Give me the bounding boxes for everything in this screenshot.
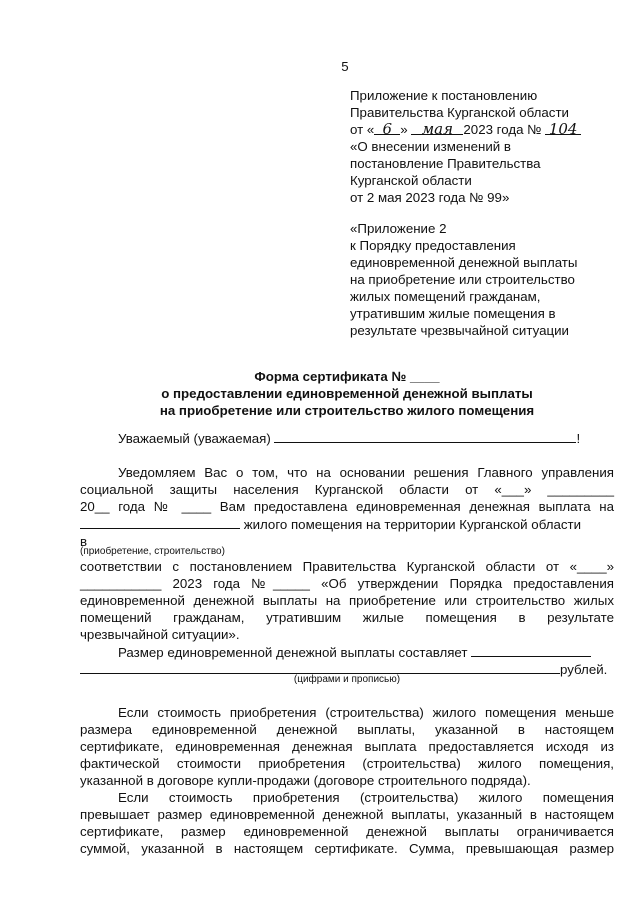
purpose-blank: [80, 515, 240, 529]
date-month: мая: [411, 121, 463, 135]
p2-line-2-suffix: рублей.: [560, 662, 608, 677]
annex-line-1: Приложение к постановлению: [350, 88, 538, 103]
date-prefix: от «: [350, 122, 375, 137]
amount-blank-1: [471, 643, 591, 657]
p1-line-7: ___________ 2023 года №_____ «Об утверждении Порядка предоставления: [80, 576, 614, 591]
p1-line-8: единовременной денежной выплаты на приобретение или строительство жилых: [80, 593, 614, 608]
doc-number: 104: [545, 121, 581, 135]
p3-line-5: указанной в договоре купли-продажи (договоре строительного подряда).: [80, 773, 531, 788]
purpose-hint: (приобретение, строительство): [80, 546, 225, 557]
p1-line-3: 20__ года № ____ Вам предоставлена единовременная денежная выплата на: [80, 499, 614, 514]
form-title-line-1: Форма сертификата № ____: [254, 369, 440, 384]
page-number: 5: [341, 59, 349, 74]
p1-line-4-row: [80, 515, 614, 533]
p3-line-4: фактической стоимости приобретения (строительства) жилого помещения,: [80, 756, 614, 771]
amount-blank-2: [80, 660, 560, 674]
p1-line-5: в: [80, 534, 88, 549]
annex2-line-2: к Порядку предоставления: [350, 238, 516, 253]
annex-title-line-3: Курганской области: [350, 173, 472, 188]
annex2-line-4: на приобретение или строительство: [350, 272, 575, 287]
annex-title-line-4: от 2 мая 2023 года № 99»: [350, 190, 510, 205]
greeting-suffix: !: [576, 431, 581, 446]
annex2-line-6: утратившим жилые помещения в: [350, 306, 556, 321]
p3-line-2: размера единовременной денежной выплаты, указанной в настоящем: [80, 722, 614, 737]
greeting-line: [80, 429, 614, 447]
p4-line-4: суммой, указанной в настоящем сертификате. Сумма, превышающая размер: [80, 841, 614, 856]
p1-line-10: чрезвычайной ситуации».: [80, 627, 240, 642]
annex2-line-7: результате чрезвычайной ситуации: [350, 323, 569, 338]
header-annex: [350, 87, 620, 206]
annex-title-line-1: «О внесении изменений в: [350, 139, 511, 154]
form-title: [80, 368, 614, 419]
p4-line-3: сертификате, размер единовременной денежной выплаты ограничивается: [80, 824, 614, 839]
annex-2-block: [350, 220, 630, 339]
p4-line-1: Если стоимость приобретения (строительства) жилого помещения: [118, 790, 614, 805]
annex2-line-1: «Приложение 2: [350, 221, 447, 236]
greeting-prefix: Уважаемый (уважаемая): [118, 431, 271, 446]
recipient-name-blank: [274, 429, 576, 443]
date-mid: »: [400, 122, 408, 137]
date-suffix: 2023 года №: [463, 122, 542, 137]
p1-line-1: Уведомляем Вас о том, что на основании решения Главного управления: [118, 465, 614, 480]
annex2-line-5: жилых помещений гражданам,: [350, 289, 541, 304]
annex-date-line: [350, 121, 620, 138]
p4-line-2: превышает размер единовременной денежной выплаты, указанный в настоящем: [80, 807, 614, 822]
p2-line-1-row: [80, 643, 614, 661]
p3-line-3: сертификате, единовременная денежная выплата предоставляется исходя из: [80, 739, 614, 754]
p1-line-2: социальной защиты населения Курганской области от «___» _________: [80, 482, 614, 497]
annex-title-line-2: постановление Правительства: [350, 156, 541, 171]
p2-line-1: Размер единовременной денежной выплаты составляет: [118, 645, 468, 660]
p1-line-4: жилого помещения на территории Курганской области: [243, 517, 582, 532]
p1-line-9: помещений гражданам, утратившим жилые помещения в результате: [80, 610, 614, 625]
date-day: 6: [374, 121, 400, 135]
form-title-line-3: на приобретение или строительство жилого помещения: [159, 403, 535, 418]
form-title-line-2: о предоставлении единовременной денежной выплаты: [161, 386, 533, 401]
annex2-line-3: единовременной денежной выплаты: [350, 255, 578, 270]
p1-line-6: соответствии с постановлением Правительства Курганской области от «____»: [80, 559, 614, 574]
amount-hint: (цифрами и прописью): [293, 674, 401, 685]
annex-line-2: Правительства Курганской области: [350, 105, 569, 120]
p3-line-1: Если стоимость приобретения (строительства) жилого помещения меньше: [118, 705, 614, 720]
